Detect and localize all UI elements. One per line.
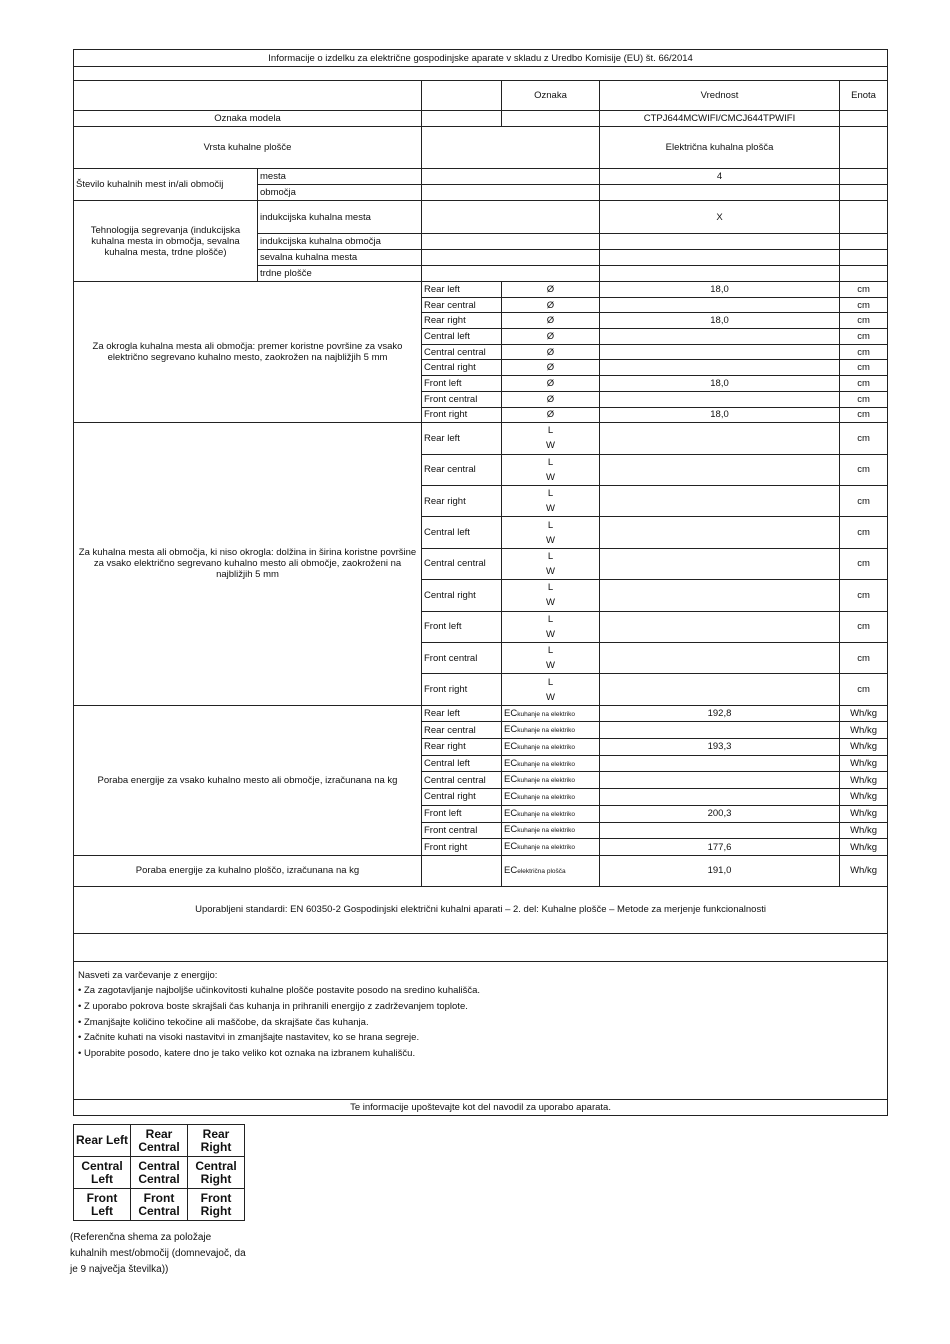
round-unit: cm [840,391,888,407]
table-cell [840,266,888,282]
round-value [600,297,840,313]
tech-item-value [600,250,840,266]
nonround-position: Rear central [422,454,502,485]
tips-row [74,961,888,1099]
table-cell [840,111,888,127]
ec-subscript: kuhanje na elektriko [517,777,576,785]
reference-cell: Front Left [74,1189,131,1221]
reference-cell: Rear Left [74,1125,131,1157]
ec-symbol-cell [502,839,600,856]
table-cell [422,234,600,250]
nonround-unit: cm [840,517,888,548]
diameter-symbol: Ø [502,407,600,423]
tech-item-label: sevalna kuhalna mesta [258,250,422,266]
energy-value: 193,3 [600,739,840,756]
energy-value [600,722,840,739]
reference-row [74,1189,245,1221]
energy-value: 200,3 [600,805,840,822]
round-unit: cm [840,344,888,360]
table-cell [600,580,840,611]
ec-symbol: EC [504,790,518,802]
width-symbol: W [546,691,555,703]
table-cell [600,423,840,454]
table-cell [422,169,600,185]
tech-item-label: indukcijska kuhalna mesta [258,201,422,234]
nonround-position: Rear right [422,485,502,516]
energy-unit: Wh/kg [840,722,888,739]
nonround-unit: cm [840,642,888,673]
tech-item-label: indukcijska kuhalna območja [258,234,422,250]
ec-symbol: EC [504,724,518,736]
table-cell [502,111,600,127]
ec-symbol-cell [502,855,600,886]
table-cell [840,250,888,266]
energy-value [600,789,840,806]
round-position: Rear left [422,282,502,298]
table-cell [74,933,888,961]
lw-symbol [502,485,600,516]
nonround-position: Front right [422,674,502,705]
table-cell [600,548,840,579]
energy-unit: Wh/kg [840,789,888,806]
energy-value [600,755,840,772]
energy-value: 192,8 [600,705,840,722]
ec-symbol-cell [502,705,600,722]
length-symbol: L [547,488,554,500]
col-header-enota: Enota [840,81,888,111]
table-cell [422,855,502,886]
table-cell [840,169,888,185]
energy-position: Central right [422,789,502,806]
round-label: Za okrogla kuhalna mesta ali območja: premer koristne površine za vsako električno segrevano kuhalno mesto, zaokrožen na najbližjih 5 mm [74,282,422,423]
total-energy-value: 191,0 [600,855,840,886]
nonround-unit: cm [840,548,888,579]
zones-label: Število kuhalnih mest in/ali območij [74,169,258,201]
diameter-symbol: Ø [502,297,600,313]
lw-symbol [502,454,600,485]
energy-position: Rear central [422,722,502,739]
energy-unit: Wh/kg [840,822,888,839]
nonround-position: Rear left [422,423,502,454]
footer-note: Te informacije upoštevajte kot del navodil za uporabo aparata. [74,1099,888,1115]
round-value: 18,0 [600,282,840,298]
energy-position: Rear right [422,739,502,756]
energy-row [74,705,888,722]
title-row [74,50,888,67]
table-cell [74,81,422,111]
round-value: 18,0 [600,376,840,392]
tech-item-label: trdne plošče [258,266,422,282]
reference-row [74,1157,245,1189]
ec-subscript: kuhanje na elektriko [517,760,576,768]
round-unit: cm [840,297,888,313]
length-symbol: L [547,456,554,468]
ec-subscript: kuhanje na elektriko [517,810,576,818]
total-energy-label: Poraba energije za kuhalno ploščo, izračunana na kg [74,855,422,886]
energy-position: Central central [422,772,502,789]
model-row [74,111,888,127]
diameter-symbol: Ø [502,344,600,360]
doc-title: Informacije o izdelku za električne gospodinjske aparate v skladu z Uredbo Komisije (EU) št. 66/2014 [74,50,888,67]
round-position: Front left [422,376,502,392]
ec-symbol-cell [502,739,600,756]
reference-cell: Central Central [131,1157,188,1189]
diameter-symbol: Ø [502,282,600,298]
round-value [600,360,840,376]
length-symbol: L [547,645,554,657]
table-cell [600,185,840,201]
round-unit: cm [840,282,888,298]
ec-symbol-cell [502,789,600,806]
zones-row [74,169,888,185]
ec-symbol: EC [504,841,518,853]
hob-type-row [74,127,888,169]
energy-unit: Wh/kg [840,805,888,822]
nonround-unit: cm [840,485,888,516]
round-unit: cm [840,407,888,423]
hob-type-value: Električna kuhalna plošča [600,127,840,169]
tip-item: • Za zagotavljanje najboljše učinkovitosti kuhalne plošče postavite posodo na sredino kuhališča. [78,985,481,997]
round-row [74,282,888,298]
length-symbol: L [547,519,554,531]
energy-value: 177,6 [600,839,840,856]
reference-cell: Front Central [131,1189,188,1221]
diameter-symbol: Ø [502,376,600,392]
energy-label: Poraba energije za vsako kuhalno mesto ali območje, izračunana na kg [74,705,422,855]
lw-symbol [502,674,600,705]
round-value: 18,0 [600,313,840,329]
length-symbol: L [547,425,554,437]
total-energy-row [74,855,888,886]
reference-cell: Rear Central [131,1125,188,1157]
table-cell [600,485,840,516]
round-value: 18,0 [600,407,840,423]
reference-cell: Central Left [74,1157,131,1189]
mesta-label: mesta [258,169,422,185]
lw-symbol [502,642,600,673]
diameter-symbol: Ø [502,313,600,329]
round-position: Front right [422,407,502,423]
lw-symbol [502,423,600,454]
ec-symbol: EC [504,740,518,752]
length-symbol: L [547,613,554,625]
diameter-symbol: Ø [502,391,600,407]
reference-cell: Rear Right [188,1125,245,1157]
nonround-unit: cm [840,611,888,642]
ec-symbol: EC [504,707,518,719]
ec-subscript: kuhanje na elektriko [517,827,576,835]
ec-subscript: kuhanje na elektriko [517,844,576,852]
length-symbol: L [547,582,554,594]
round-unit: cm [840,329,888,345]
reference-note: (Referenčna shema za položaje kuhalnih mest/območij (domnevajoč, da je 9 največja številka)) [70,1232,246,1275]
nonround-position: Central right [422,580,502,611]
length-symbol: L [547,676,554,688]
energy-unit: Wh/kg [840,755,888,772]
ec-symbol-cell [502,822,600,839]
nonround-unit: cm [840,674,888,705]
ec-subscript: kuhanje na elektriko [517,793,576,801]
ec-symbol: EC [504,757,518,769]
ec-subscript: električna plošča [517,867,566,875]
model-value: CTPJ644MCWIFI/CMCJ644TPWIFI [600,111,840,127]
width-symbol: W [546,660,555,672]
standards-text: Uporabljeni standardi: EN 60350-2 Gospodinjski električni kuhalni aparati – 2. del: Kuhalne plošče – Metode za merjenje funkcionalnosti [74,886,888,933]
width-symbol: W [546,534,555,546]
tip-item: • Zmanjšajte količino tekočine ali maščobe, da skrajšate čas kuhanja. [78,1016,369,1028]
energy-unit: Wh/kg [840,705,888,722]
table-cell [600,611,840,642]
round-unit: cm [840,360,888,376]
round-unit: cm [840,313,888,329]
table-cell [422,266,600,282]
table-cell [422,250,600,266]
energy-position: Front right [422,839,502,856]
energy-position: Rear left [422,705,502,722]
round-position: Central central [422,344,502,360]
round-value [600,329,840,345]
tip-item: • Začnite kuhati na visoki nastavitvi in zmanjšajte nastavitev, ko se hrana segreje. [78,1032,420,1044]
round-position: Central right [422,360,502,376]
table-cell [840,234,888,250]
tech-item-value [600,266,840,282]
ec-symbol-cell [502,722,600,739]
ec-subscript: kuhanje na elektriko [517,743,576,751]
width-symbol: W [546,628,555,640]
energy-unit: Wh/kg [840,772,888,789]
footer-row [74,1099,888,1115]
ec-subscript: kuhanje na elektriko [517,727,576,735]
width-symbol: W [546,471,555,483]
reference-cell: Central Right [188,1157,245,1189]
table-cell [74,67,888,81]
tech-item-value: X [600,201,840,234]
table-cell [600,454,840,485]
reference-row [74,1125,245,1157]
width-symbol: W [546,503,555,515]
ec-symbol: EC [504,774,518,786]
table-cell [600,517,840,548]
tech-item-value [600,234,840,250]
width-symbol: W [546,597,555,609]
lw-symbol [502,517,600,548]
standards-row [74,886,888,933]
obmocja-label: območja [258,185,422,201]
tech-row [74,201,888,234]
table-cell [422,185,600,201]
table-cell [422,201,600,234]
round-position: Rear right [422,313,502,329]
ec-symbol-cell [502,755,600,772]
ec-symbol: EC [504,807,518,819]
nonround-unit: cm [840,580,888,611]
energy-position: Front central [422,822,502,839]
hob-type-label: Vrsta kuhalne plošče [74,127,422,169]
round-value [600,344,840,360]
nonround-position: Central central [422,548,502,579]
table-cell [840,185,888,201]
width-symbol: W [546,565,555,577]
table-cell [600,642,840,673]
energy-position: Front left [422,805,502,822]
energy-tips [74,961,888,1099]
table-cell [840,201,888,234]
ec-symbol-cell [502,772,600,789]
table-cell [600,674,840,705]
lw-symbol [502,548,600,579]
nonround-unit: cm [840,423,888,454]
reference-scheme [73,1124,245,1221]
round-unit: cm [840,376,888,392]
model-label: Oznaka modela [74,111,422,127]
length-symbol: L [547,550,554,562]
tip-item: • Z uporabo pokrova boste skrajšali čas kuhanja in prihranili energijo z zadrževanjem toplote. [78,1001,468,1013]
diameter-symbol: Ø [502,329,600,345]
tips-title: Nasveti za varčevanje z energijo: [78,969,218,981]
table-cell [422,111,502,127]
round-position: Front central [422,391,502,407]
table-cell [422,127,600,169]
product-info-table [73,49,888,1116]
ec-subscript: kuhanje na elektriko [517,710,576,718]
tip-item: • Uporabite posodo, katere dno je tako veliko kot oznaka na izbranem kuhališču. [78,1047,416,1059]
col-header-vrednost: Vrednost [600,81,840,111]
table-row [74,67,888,81]
table-row [74,933,888,961]
header-row [74,81,888,111]
nonround-row [74,423,888,454]
energy-unit: Wh/kg [840,839,888,856]
round-position: Central left [422,329,502,345]
nonround-position: Central left [422,517,502,548]
energy-unit: Wh/kg [840,739,888,756]
ec-symbol: EC [504,864,518,876]
energy-position: Central left [422,755,502,772]
col-header-oznaka: Oznaka [502,81,600,111]
round-value [600,391,840,407]
energy-value [600,772,840,789]
nonround-position: Front central [422,642,502,673]
nonround-unit: cm [840,454,888,485]
lw-symbol [502,580,600,611]
round-position: Rear central [422,297,502,313]
energy-value [600,822,840,839]
total-energy-unit: Wh/kg [840,855,888,886]
table-cell [840,127,888,169]
reference-cell: Front Right [188,1189,245,1221]
table-cell [422,81,502,111]
nonround-label: Za kuhalna mesta ali območja, ki niso okrogla: dolžina in širina koristne površine za vsako električno segrevano kuhalno mesto ali območje, zaokroženi na najbližjih 5 mm [74,423,422,706]
tech-label: Tehnologija segrevanja (indukcijska kuhalna mesta in območja, sevalna kuhalna mesta, trdne plošče) [74,201,258,282]
ec-symbol-cell [502,805,600,822]
width-symbol: W [546,440,555,452]
mesta-value: 4 [600,169,840,185]
diameter-symbol: Ø [502,360,600,376]
lw-symbol [502,611,600,642]
nonround-position: Front left [422,611,502,642]
ec-symbol: EC [504,824,518,836]
